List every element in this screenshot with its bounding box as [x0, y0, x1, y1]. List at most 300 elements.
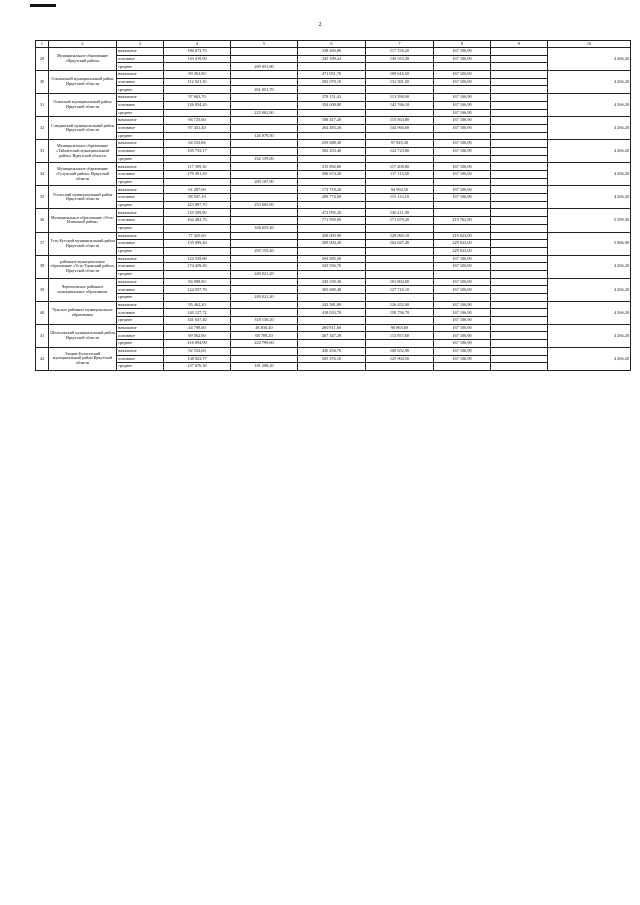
table-row: [36, 294, 631, 302]
value-col-8: [434, 294, 491, 302]
value-col-9: [491, 140, 548, 148]
value-col-6: [298, 201, 366, 209]
table-row: [36, 48, 631, 56]
value-col-8: 167 106,90: [434, 301, 491, 309]
value-col-8: 167 106,90: [434, 286, 491, 294]
value-col-7: 117 113,50: [366, 171, 434, 179]
table-row: [36, 78, 631, 86]
value-col-6: 418 033,70: [298, 309, 366, 317]
education-level: начальное: [117, 278, 164, 286]
education-level: основное: [117, 355, 164, 363]
value-col-8: 167 106,90: [434, 278, 491, 286]
value-col-6: [298, 247, 366, 255]
table-row: [36, 171, 631, 179]
value-col-4: 84 908,90: [164, 278, 231, 286]
value-col-9: [491, 232, 548, 240]
value-col-4: 162 482,70: [164, 217, 231, 225]
value-col-7: 117 156,20: [366, 48, 434, 56]
row-number: 36: [36, 209, 49, 232]
value-col-6: [298, 109, 366, 117]
value-col-6: 354 008,80: [298, 101, 366, 109]
education-level: основное: [117, 240, 164, 248]
row-number: 31: [36, 94, 49, 117]
value-col-8: [434, 270, 491, 278]
education-level: начальное: [117, 255, 164, 263]
value-col-5: [231, 71, 298, 79]
table-row: [36, 247, 631, 255]
education-level: начальное: [117, 347, 164, 355]
value-col-4: 179 391,20: [164, 171, 231, 179]
municipality-name: районное муниципальное образование «Усть-Удинский район» Иркутской области: [49, 255, 117, 278]
education-level: основное: [117, 217, 164, 225]
value-col-8: 229 023,00: [434, 247, 491, 255]
total-value: 4 266,20: [548, 71, 631, 94]
value-col-5: 249 021,20: [231, 270, 298, 278]
value-col-6: 267 347,29: [298, 332, 366, 340]
value-col-4: 135 099,40: [164, 240, 231, 248]
table-row: [36, 186, 631, 194]
value-col-4: 44 798,60: [164, 324, 231, 332]
value-col-5: [231, 209, 298, 217]
value-col-9: [491, 355, 548, 363]
education-level: начальное: [117, 232, 164, 240]
value-col-4: 124 957,70: [164, 286, 231, 294]
value-col-7: 115 133,10: [366, 194, 434, 202]
table-row: [36, 232, 631, 240]
value-col-5: 68 789,20: [231, 332, 298, 340]
value-col-7: [366, 317, 434, 325]
value-col-4: [164, 155, 231, 163]
value-col-8: 167 106,90: [434, 55, 491, 63]
value-col-9: [491, 101, 548, 109]
table-row: [36, 332, 631, 340]
value-col-5: 318 150,20: [231, 317, 298, 325]
value-col-9: [491, 86, 548, 94]
value-col-9: [491, 194, 548, 202]
row-number: 39: [36, 278, 49, 301]
value-col-5: 126 979,30: [231, 132, 298, 140]
value-col-5: [231, 78, 298, 86]
row-number: 33: [36, 140, 49, 163]
value-col-8: [434, 178, 491, 186]
table-row: [36, 55, 631, 63]
table-row: [36, 270, 631, 278]
value-col-8: 167 106,90: [434, 171, 491, 179]
value-col-8: 167 106,90: [434, 78, 491, 86]
value-col-7: 117 208,80: [366, 163, 434, 171]
value-col-4: 143 419,90: [164, 55, 231, 63]
value-col-9: [491, 270, 548, 278]
value-col-5: [231, 48, 298, 56]
value-col-7: 94 994,50: [366, 186, 434, 194]
value-col-7: [366, 255, 434, 263]
value-col-8: 167 106,90: [434, 347, 491, 355]
value-col-4: 64 533,86: [164, 140, 231, 148]
value-col-4: 140 127,72: [164, 309, 231, 317]
education-level: основное: [117, 309, 164, 317]
education-level: начальное: [117, 94, 164, 102]
value-col-4: 95 462,20: [164, 301, 231, 309]
table-row: [36, 71, 631, 79]
total-value: 5 599,40: [548, 209, 631, 232]
value-col-8: [434, 363, 491, 371]
value-col-4: 97 663,70: [164, 94, 231, 102]
education-level: основное: [117, 286, 164, 294]
municipality-name: Ольхонский муниципальный район Иркутской области: [49, 71, 117, 94]
value-col-6: 264 483,20: [298, 124, 366, 132]
total-value: 4 266,20: [548, 163, 631, 186]
value-col-9: [491, 178, 548, 186]
value-col-8: 167 106,90: [434, 324, 491, 332]
value-col-9: [491, 294, 548, 302]
table-row: [36, 301, 631, 309]
table-row: [36, 132, 631, 140]
column-number-header: 9: [491, 41, 548, 48]
table-row: [36, 155, 631, 163]
municipality-name: Чунское районное муниципальное образование: [49, 301, 117, 324]
value-col-9: [491, 217, 548, 225]
education-level: среднее: [117, 294, 164, 302]
value-col-9: [491, 132, 548, 140]
value-col-8: 167 106,90: [434, 340, 491, 348]
value-col-7: [366, 224, 434, 232]
column-number-header: 7: [366, 41, 434, 48]
table-row: [36, 224, 631, 232]
education-level: начальное: [117, 163, 164, 171]
value-col-9: [491, 309, 548, 317]
table-row: [36, 263, 631, 271]
education-level: среднее: [117, 155, 164, 163]
total-value: 4 266,20: [548, 140, 631, 163]
value-col-5: [231, 55, 298, 63]
column-number-header: 4: [164, 41, 231, 48]
value-col-7: [366, 294, 434, 302]
value-col-7: 113 957,60: [366, 332, 434, 340]
value-col-4: 105 733,17: [164, 147, 231, 155]
value-col-7: [366, 201, 434, 209]
value-col-6: 392 070,10: [298, 78, 366, 86]
education-level: среднее: [117, 201, 164, 209]
value-col-5: 295 155,40: [231, 247, 298, 255]
value-col-8: 167 106,90: [434, 94, 491, 102]
value-col-7: 100 652,90: [366, 347, 434, 355]
value-col-9: [491, 324, 548, 332]
table-row: [36, 278, 631, 286]
table-row: [36, 355, 631, 363]
value-col-6: 294 285,50: [298, 255, 366, 263]
table-row: [36, 201, 631, 209]
table-row: [36, 309, 631, 317]
value-col-7: [366, 270, 434, 278]
value-col-6: [298, 294, 366, 302]
value-col-7: 90 865,60: [366, 324, 434, 332]
value-col-5: [231, 147, 298, 155]
value-col-5: [231, 194, 298, 202]
value-col-7: 149 553,38: [366, 55, 434, 63]
education-level: начальное: [117, 301, 164, 309]
value-col-6: [298, 63, 366, 71]
value-col-8: 167 106,90: [434, 309, 491, 317]
municipality-name: Муниципальное образование «Тулунский район» Иркутской области: [49, 163, 117, 186]
value-col-6: [298, 178, 366, 186]
value-col-6: 396 674,20: [298, 171, 366, 179]
data-table: [35, 40, 631, 371]
value-col-4: 117 399,10: [164, 163, 231, 171]
table-row: [36, 63, 631, 71]
value-col-5: [231, 286, 298, 294]
value-col-5: 46 836,40: [231, 324, 298, 332]
value-col-6: 458 003,90: [298, 232, 366, 240]
total-value: 4 266,20: [548, 347, 631, 370]
table-row: [36, 286, 631, 294]
value-col-9: [491, 255, 548, 263]
education-level: основное: [117, 194, 164, 202]
table-row: [36, 147, 631, 155]
education-level: начальное: [117, 140, 164, 148]
value-col-5: 222 799,60: [231, 340, 298, 348]
value-col-5: 225 062,80: [231, 109, 298, 117]
value-col-8: 167 106,90: [434, 186, 491, 194]
value-col-9: [491, 247, 548, 255]
table-row: [36, 317, 631, 325]
value-col-5: [231, 263, 298, 271]
municipality-name: Усольский муниципальный район Иркутской области: [49, 186, 117, 209]
municipality-name: Муниципальное образование «Усть-Илимский район»: [49, 209, 117, 232]
value-col-9: [491, 224, 548, 232]
value-col-4: 69 562,90: [164, 332, 231, 340]
row-number: 41: [36, 324, 49, 347]
value-col-6: 173 718,20: [298, 186, 366, 194]
value-col-9: [491, 263, 548, 271]
value-col-5: [231, 171, 298, 179]
value-col-5: [231, 278, 298, 286]
total-value: 4 266,20: [548, 324, 631, 347]
value-col-8: 167 106,90: [434, 71, 491, 79]
value-col-9: [491, 71, 548, 79]
value-col-6: 472 095,20: [298, 209, 366, 217]
value-col-4: 138 823,77: [164, 355, 231, 363]
municipality-name: Шелеховский муниципальный район Иркутской области: [49, 324, 117, 347]
value-col-8: 167 106,90: [434, 109, 491, 117]
value-col-4: 137 676,30: [164, 363, 231, 371]
column-number-header: 6: [298, 41, 366, 48]
value-col-6: [298, 317, 366, 325]
table-row: [36, 194, 631, 202]
value-col-5: [231, 101, 298, 109]
value-col-7: [366, 155, 434, 163]
education-level: основное: [117, 263, 164, 271]
value-col-6: 302 253,40: [298, 147, 366, 155]
value-col-4: [164, 247, 231, 255]
table-row: [36, 109, 631, 117]
value-col-6: [298, 340, 366, 348]
education-level: основное: [117, 55, 164, 63]
table-row: [36, 217, 631, 225]
value-col-4: 112 921,10: [164, 78, 231, 86]
value-col-5: [231, 94, 298, 102]
value-col-7: 115 563,80: [366, 117, 434, 125]
table-row: [36, 324, 631, 332]
table-row: [36, 347, 631, 355]
value-col-6: 471 051,70: [298, 71, 366, 79]
table-row: [36, 363, 631, 371]
value-col-8: 167 106,90: [434, 140, 491, 148]
value-col-6: [298, 270, 366, 278]
table-row: [36, 340, 631, 348]
value-col-9: [491, 347, 548, 355]
value-col-5: [231, 301, 298, 309]
row-number: 42: [36, 347, 49, 370]
value-col-5: [231, 347, 298, 355]
value-col-9: [491, 209, 548, 217]
municipality-name: Эхирит-Булагатский муниципальный район Иркутской области: [49, 347, 117, 370]
value-col-4: 186 673,70: [164, 48, 231, 56]
value-col-5: [231, 117, 298, 125]
value-col-6: [298, 224, 366, 232]
value-col-8: [434, 63, 491, 71]
value-col-9: [491, 363, 548, 371]
value-col-4: [164, 109, 231, 117]
education-level: среднее: [117, 270, 164, 278]
total-value: 4 266,20: [548, 301, 631, 324]
value-col-5: 162 159,00: [231, 155, 298, 163]
value-col-7: 158 756,70: [366, 309, 434, 317]
education-level: среднее: [117, 340, 164, 348]
value-col-8: 167 106,90: [434, 255, 491, 263]
value-col-5: [231, 232, 298, 240]
table-row: [36, 117, 631, 125]
education-level: начальное: [117, 117, 164, 125]
column-number-header: 5: [231, 41, 298, 48]
total-value: 4 266,20: [548, 94, 631, 117]
municipality-name: Черемховское районное муниципальное образование: [49, 278, 117, 301]
value-col-9: [491, 155, 548, 163]
value-col-7: 109 616,50: [366, 71, 434, 79]
total-value: 5 866,90: [548, 232, 631, 255]
table-row: [36, 240, 631, 248]
total-value: 4 266,20: [548, 255, 631, 278]
value-col-4: [164, 224, 231, 232]
value-col-7: 162 047,40: [366, 240, 434, 248]
value-col-4: 122 539,80: [164, 255, 231, 263]
education-level: среднее: [117, 224, 164, 232]
value-col-6: 338 469,80: [298, 48, 366, 56]
education-level: основное: [117, 332, 164, 340]
value-col-5: 336 655,40: [231, 224, 298, 232]
value-col-9: [491, 201, 548, 209]
value-col-7: 113 598,90: [366, 94, 434, 102]
value-col-8: 167 106,90: [434, 332, 491, 340]
education-level: среднее: [117, 317, 164, 325]
value-col-6: 365 680,40: [298, 286, 366, 294]
value-col-9: [491, 317, 548, 325]
value-col-4: [164, 270, 231, 278]
value-col-5: [231, 255, 298, 263]
value-col-6: [298, 363, 366, 371]
value-col-9: [491, 147, 548, 155]
value-col-9: [491, 163, 548, 171]
value-col-6: 505 376,10: [298, 355, 366, 363]
value-col-9: [491, 278, 548, 286]
value-col-7: [366, 178, 434, 186]
row-number: 38: [36, 255, 49, 278]
value-col-5: [231, 163, 298, 171]
row-number: 32: [36, 117, 49, 140]
municipality-name: Муниципальное образование «Иркутский район»: [49, 48, 117, 71]
value-col-6: 260 811,60: [298, 324, 366, 332]
value-col-4: [164, 63, 231, 71]
value-col-8: 167 106,90: [434, 48, 491, 56]
value-col-6: 325 556,70: [298, 263, 366, 271]
value-col-9: [491, 301, 548, 309]
value-col-6: 259 688,30: [298, 140, 366, 148]
value-col-5: [231, 140, 298, 148]
value-col-5: [231, 217, 298, 225]
value-col-5: 269 051,80: [231, 63, 298, 71]
value-col-4: [164, 86, 231, 94]
value-col-4: 92 532,60: [164, 347, 231, 355]
value-col-8: 167 106,90: [434, 101, 491, 109]
value-col-6: 309 004,20: [298, 240, 366, 248]
column-number-header: 1: [36, 41, 49, 48]
row-number: 29: [36, 48, 49, 71]
value-col-5: 181 208,20: [231, 363, 298, 371]
value-col-4: 77 425,60: [164, 232, 231, 240]
value-col-9: [491, 78, 548, 86]
column-number-header: 10: [548, 41, 631, 48]
education-level: среднее: [117, 247, 164, 255]
value-col-6: 335 339,30: [298, 278, 366, 286]
value-col-8: [434, 209, 491, 217]
municipality-name: Слюдянский муниципальный район Иркутской области: [49, 117, 117, 140]
education-level: начальное: [117, 209, 164, 217]
value-col-6: 378 151,41: [298, 94, 366, 102]
value-col-9: [491, 240, 548, 248]
education-level: начальное: [117, 48, 164, 56]
value-col-4: 88 547,10: [164, 194, 231, 202]
value-col-4: 87 441,40: [164, 124, 231, 132]
value-col-4: 341 637,40: [164, 317, 231, 325]
value-col-7: 125 904,50: [366, 355, 434, 363]
value-col-6: [298, 132, 366, 140]
value-col-6: 243 581,80: [298, 301, 366, 309]
value-col-9: [491, 94, 548, 102]
value-col-4: [164, 178, 231, 186]
value-col-7: 142 766,10: [366, 101, 434, 109]
value-col-8: [434, 224, 491, 232]
value-col-8: 167 106,90: [434, 124, 491, 132]
table-row: [36, 140, 631, 148]
value-col-6: 315 892,80: [298, 163, 366, 171]
value-col-7: [366, 363, 434, 371]
value-col-8: 229 023,00: [434, 240, 491, 248]
education-level: среднее: [117, 178, 164, 186]
value-col-7: 144 966,60: [366, 124, 434, 132]
value-col-7: 97 845,30: [366, 140, 434, 148]
value-col-7: [366, 263, 434, 271]
value-col-9: [491, 109, 548, 117]
education-level: основное: [117, 78, 164, 86]
value-col-6: 771 950,00: [298, 217, 366, 225]
value-col-9: [491, 55, 548, 63]
municipality-name: Осинский муниципальный район Иркутской области: [49, 94, 117, 117]
value-col-5: 289 107,90: [231, 178, 298, 186]
value-col-7: 126 452,00: [366, 301, 434, 309]
value-col-8: [434, 201, 491, 209]
table-row: [36, 124, 631, 132]
value-col-4: [164, 294, 231, 302]
value-col-9: [491, 63, 548, 71]
